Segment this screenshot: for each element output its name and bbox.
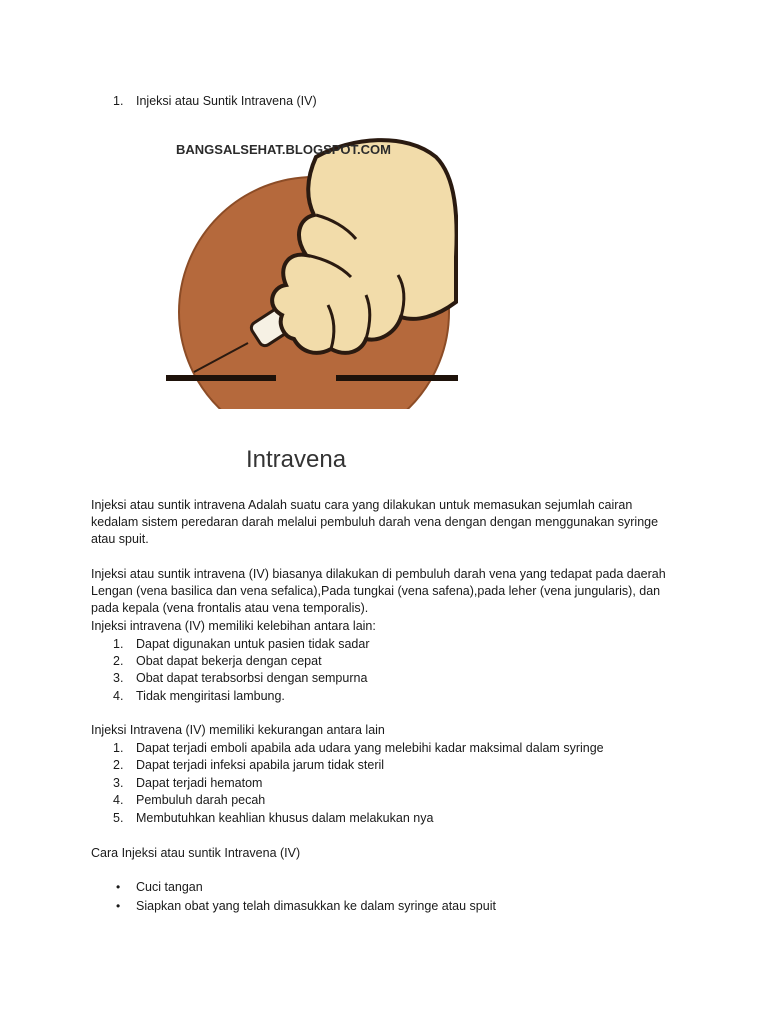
watermark-text: BANGSALSEHAT.BLOGSPOT.COM [176,142,391,157]
bullet-icon: • [116,899,121,913]
para2-line-3: pada kepala (vena frontalis atau vena temporalis). [91,601,369,615]
method-item: Siapkan obat yang telah dimasukkan ke dalam syringe atau spuit [136,899,496,913]
disadvantages-number: 5. [113,811,124,825]
disadvantages-number: 4. [113,793,124,807]
advantages-item: Tidak mengiritasi lambung. [136,689,285,703]
disadvantages-item: Pembuluh darah pecah [136,793,266,807]
method-title: Cara Injeksi atau suntik Intravena (IV) [91,846,301,860]
disadvantages-item: Dapat terjadi infeksi apabila jarum tidak steril [136,758,385,772]
disadvantages-item: Dapat terjadi hematom [136,776,263,790]
disadvantages-number: 3. [113,776,124,790]
advantages-item: Dapat digunakan untuk pasien tidak sadar [136,637,370,651]
para1-line-2: kedalam sistem peredaran darah melalui pembuluh darah vena dengan dengan menggunakan syringe [91,515,659,529]
disadvantages-number: 1. [113,741,124,755]
heading-number: 1. [113,94,124,108]
disadvantages-item: Membutuhkan keahlian khusus dalam melakukan nya [136,811,434,825]
para2-line-1: Injeksi atau suntik intravena (IV) biasanya dilakukan di pembuluh darah vena yang tedapat pada daerah [91,567,666,581]
disadvantages-item: Dapat terjadi emboli apabila ada udara yang melebihi kadar maksimal dalam syringe [136,741,604,755]
para2-line-2: Lengan (vena basilica dan vena sefalica),Pada tungkai (vena safena),pada leher (vena jungularis), dan [91,584,661,598]
heading-text: Injeksi atau Suntik Intravena (IV) [136,94,317,108]
advantages-intro: Injeksi intravena (IV) memiliki kelebihan antara lain: [91,619,376,633]
advantages-number: 3. [113,671,124,685]
para1-line-3: atau spuit. [91,532,149,546]
disadvantages-intro: Injeksi Intravena (IV) memiliki kekurangan antara lain [91,723,385,737]
advantages-item: Obat dapat terabsorbsi dengan sempurna [136,671,368,685]
intravena-illustration [166,127,458,472]
advantages-number: 2. [113,654,124,668]
para1-line-1: Injeksi atau suntik intravena Adalah suatu cara yang dilakukan untuk memasukan sejumlah cairan [91,498,633,512]
advantages-number: 1. [113,637,124,651]
advantages-number: 4. [113,689,124,703]
figure-caption: Intravena [246,446,347,472]
advantages-item: Obat dapat bekerja dengan cepat [136,654,322,668]
disadvantages-number: 2. [113,758,124,772]
method-item: Cuci tangan [136,880,203,894]
bullet-icon: • [116,880,121,894]
